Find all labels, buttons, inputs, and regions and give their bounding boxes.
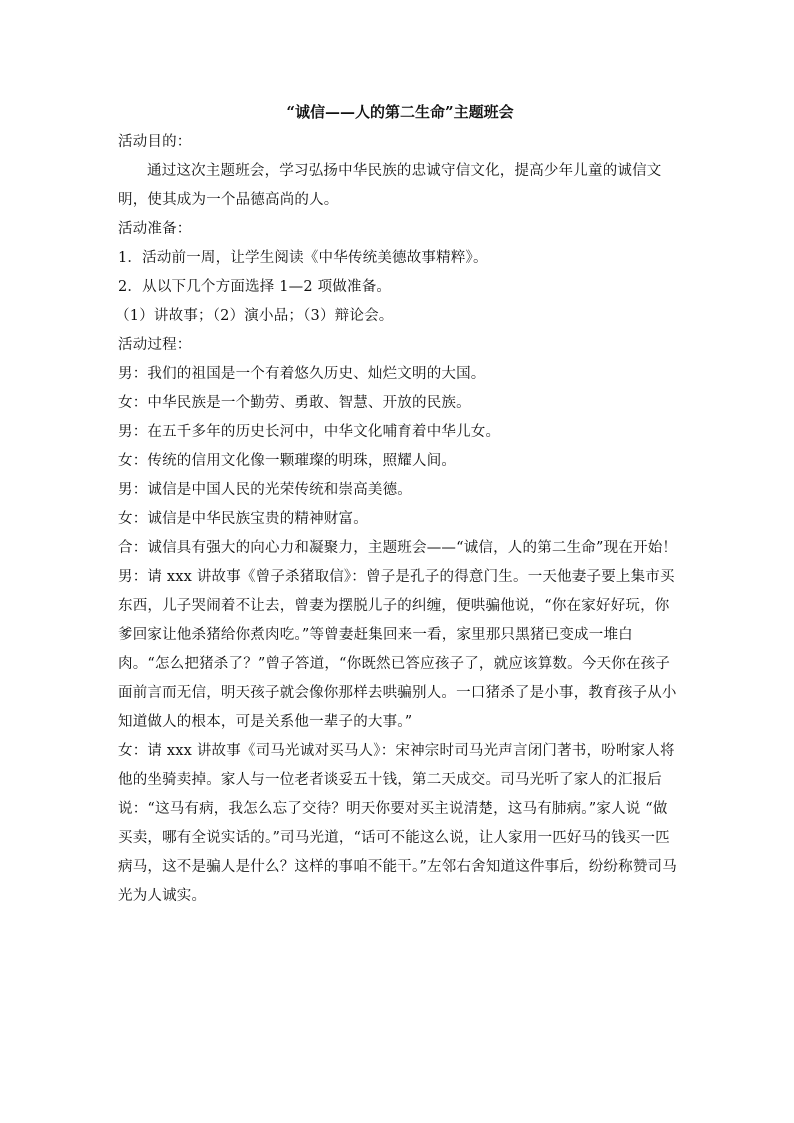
- dialogue-line: 合：诚信具有强大的向心力和凝聚力，主题班会——“诚信，人的第二生命”现在开始！: [118, 540, 678, 556]
- story-paragraph-simaguang: 女：请 xxx 讲故事《司马光诚对买马人》：宋神宗时司马光声言闭门著书，吩咐家人将他的坐骑卖掉。家人与一位老者谈妥五十钱，第二天成交。司马光听了家人的汇报后说：“这马有病，我怎么忘了交待？明天你要对买主说清楚，这马有肺病。”家人说 “做买卖，哪有全说实话的。”司马光道，“话可不能这么说，让人家用一匹好马的钱买一匹病马，这不是骗人是什么？这样的事咱不能干。”左邻右舍知道这件事后，纷纷称赞司马光为人诚实。: [118, 743, 677, 904]
- document-title: “诚信——人的第二生命”主题班会: [286, 103, 514, 121]
- section-heading-process: 活动过程：: [118, 337, 192, 353]
- dialogue-line: 男：在五千多年的历史长河中，中华文化哺育着中华儿女。: [118, 424, 501, 440]
- section-heading-preparation: 活动准备：: [118, 221, 192, 237]
- paragraph-purpose: 通过这次主题班会，学习弘扬中华民族的忠诚守信文化，提高少年儿童的诚信文明，使其成为一个品德高尚的人。: [118, 163, 662, 208]
- dialogue-line: 女：诚信是中华民族宝贵的精神财富。: [118, 511, 368, 527]
- preparation-options: （1）讲故事；（2）演小品；（3）辩论会。: [115, 308, 394, 324]
- dialogue-line: 女：传统的信用文化像一颗璀璨的明珠，照耀人间。: [118, 453, 457, 469]
- dialogue-line: 男：诚信是中国人民的光荣传统和崇高美德。: [118, 482, 412, 498]
- section-heading-purpose: 活动目的：: [118, 134, 192, 150]
- story-paragraph-zengzi: 男：请 xxx 讲故事《曾子杀猪取信》：曾子是孔子的得意门生。一天他妻子要上集市买东西，儿子哭闹着不让去，曾妻为摆脱儿子的纠缠，便哄骗他说，“你在家好好玩，你爹回家让他杀猪给你煮肉吃。”等曾妻赶集回来一看，家里那只黑猪已变成一堆白肉。“怎么把猪杀了？”曾子答道，“你既然已答应孩子了，就应该算数。今天你在孩子面前言而无信，明天孩子就会像你那样去哄骗别人。一口猪杀了是小事，教育孩子从小知道做人的根本，可是关系他一辈子的大事。”: [118, 569, 677, 730]
- preparation-item-1: 1．活动前一周，让学生阅读《中华传统美德故事精粹》。: [118, 250, 488, 266]
- dialogue-line: 男：我们的祖国是一个有着悠久历史、灿烂文明的大国。: [118, 366, 486, 382]
- preparation-item-2: 2．从以下几个方面选择 1—2 项做准备。: [118, 279, 392, 295]
- dialogue-line: 女：中华民族是一个勤劳、勇敢、智慧、开放的民族。: [118, 395, 471, 411]
- document-content: [115, 98, 682, 911]
